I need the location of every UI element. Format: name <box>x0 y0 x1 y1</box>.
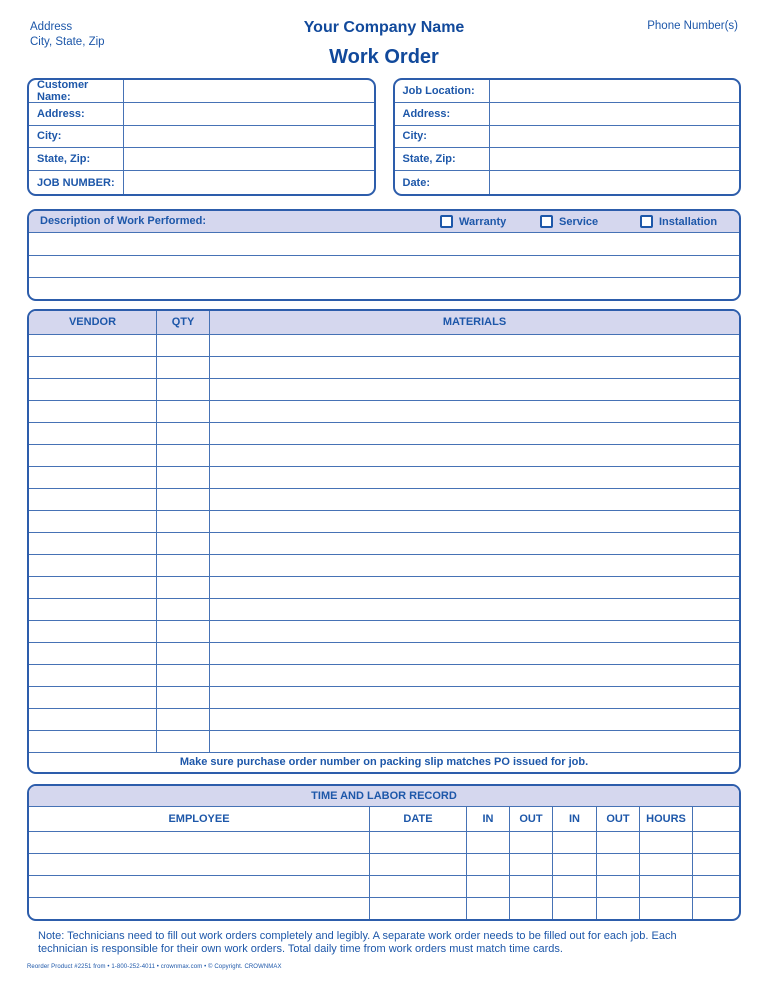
customer-address-row <box>29 103 374 126</box>
materials-cell[interactable] <box>210 401 739 422</box>
customer-info-box <box>27 78 376 196</box>
date-cell[interactable] <box>370 898 467 919</box>
out2-cell[interactable] <box>597 898 640 919</box>
materials-cell[interactable] <box>210 379 739 400</box>
warranty-label: Warranty <box>459 215 507 228</box>
out2-cell[interactable] <box>597 832 640 853</box>
in2-cell[interactable] <box>553 898 597 919</box>
out2-cell[interactable] <box>597 876 640 897</box>
qty-cell[interactable] <box>157 335 210 356</box>
customer-city-label: City: <box>29 126 124 148</box>
in1-cell[interactable] <box>467 898 510 919</box>
job-number-field[interactable] <box>124 171 374 194</box>
customer-address-label: Address: <box>29 103 124 125</box>
blank-cell[interactable] <box>693 898 739 919</box>
materials-table-row <box>29 334 739 356</box>
materials-table-row <box>29 400 739 422</box>
qty-cell[interactable] <box>157 731 210 752</box>
materials-table-row <box>29 356 739 378</box>
service-checkbox-group <box>540 211 598 233</box>
warranty-checkbox[interactable] <box>440 215 453 228</box>
materials-table-row <box>29 576 739 598</box>
blank-column-header <box>693 807 739 831</box>
in1-cell[interactable] <box>467 854 510 875</box>
blank-cell[interactable] <box>693 876 739 897</box>
vendor-cell[interactable] <box>29 599 157 620</box>
job-address-row <box>395 103 740 126</box>
description-lines <box>29 233 739 299</box>
in2-cell[interactable] <box>553 832 597 853</box>
materials-column-header: MATERIALS <box>442 316 507 329</box>
company-name: Your Company Name <box>303 19 465 36</box>
job-number-label: JOB NUMBER: <box>29 171 124 194</box>
job-address-field[interactable] <box>490 103 740 125</box>
vendor-cell[interactable] <box>29 687 157 708</box>
vendor-cell[interactable] <box>29 555 157 576</box>
employee-cell[interactable] <box>29 832 370 853</box>
out2-column-header: OUT <box>597 807 640 831</box>
time-labor-table <box>27 784 741 921</box>
customer-city-row <box>29 126 374 149</box>
materials-table-row <box>29 598 739 620</box>
vendor-cell[interactable] <box>29 643 157 664</box>
out1-cell[interactable] <box>510 832 553 853</box>
materials-table-row <box>29 532 739 554</box>
hours-cell[interactable] <box>640 898 693 919</box>
qty-cell[interactable] <box>157 401 210 422</box>
blank-cell[interactable] <box>693 832 739 853</box>
vendor-cell[interactable] <box>29 489 157 510</box>
job-city-label: City: <box>395 126 490 148</box>
qty-cell[interactable] <box>157 687 210 708</box>
customer-address-field[interactable] <box>124 103 374 125</box>
job-address-label: Address: <box>395 103 490 125</box>
materials-cell[interactable] <box>210 335 739 356</box>
qty-cell[interactable] <box>157 555 210 576</box>
materials-cell[interactable] <box>210 621 739 642</box>
in1-column-header: IN <box>467 807 510 831</box>
materials-cell[interactable] <box>210 445 739 466</box>
in2-cell[interactable] <box>553 854 597 875</box>
vendor-cell[interactable] <box>29 401 157 422</box>
description-label: Description of Work Performed: <box>40 215 207 228</box>
company-address-line2: City, State, Zip <box>30 36 105 48</box>
qty-cell[interactable] <box>157 621 210 642</box>
out1-column-header: OUT <box>510 807 553 831</box>
materials-cell[interactable] <box>210 533 739 554</box>
qty-cell[interactable] <box>157 379 210 400</box>
in2-cell[interactable] <box>553 876 597 897</box>
vendor-cell[interactable] <box>29 577 157 598</box>
vendor-cell[interactable] <box>29 445 157 466</box>
customer-state-zip-row <box>29 148 374 171</box>
vendor-cell[interactable] <box>29 423 157 444</box>
qty-cell[interactable] <box>157 577 210 598</box>
time-labor-row <box>29 875 739 897</box>
customer-name-label: Customer Name: <box>29 80 124 102</box>
service-label: Service <box>559 215 599 228</box>
materials-table-row <box>29 642 739 664</box>
materials-table-row <box>29 708 739 730</box>
materials-cell[interactable] <box>210 599 739 620</box>
time-labor-header-row <box>29 807 739 831</box>
materials-table-row <box>29 510 739 532</box>
description-blank-line[interactable] <box>29 277 739 299</box>
vendor-cell[interactable] <box>29 709 157 730</box>
employee-cell[interactable] <box>29 898 370 919</box>
description-header <box>29 211 739 233</box>
hours-column-header: HOURS <box>640 807 693 831</box>
qty-cell[interactable] <box>157 665 210 686</box>
vendor-cell[interactable] <box>29 467 157 488</box>
qty-cell[interactable] <box>157 489 210 510</box>
date-label: Date: <box>395 171 490 194</box>
installation-checkbox[interactable] <box>640 215 653 228</box>
service-checkbox[interactable] <box>540 215 553 228</box>
out1-cell[interactable] <box>510 898 553 919</box>
vendor-cell[interactable] <box>29 533 157 554</box>
info-boxes-row <box>27 78 741 196</box>
job-info-box <box>393 78 742 196</box>
date-cell[interactable] <box>370 854 467 875</box>
time-labor-title: TIME AND LABOR RECORD <box>29 786 739 807</box>
employee-cell[interactable] <box>29 854 370 875</box>
vendor-cell[interactable] <box>29 335 157 356</box>
installation-label: Installation <box>659 215 718 228</box>
employee-cell[interactable] <box>29 876 370 897</box>
materials-table-row <box>29 422 739 444</box>
qty-cell[interactable] <box>157 643 210 664</box>
hours-cell[interactable] <box>640 832 693 853</box>
date-row <box>395 171 740 194</box>
materials-header-row <box>29 311 739 334</box>
header-center <box>0 0 768 69</box>
warranty-checkbox-group <box>440 211 506 233</box>
qty-column-header: QTY <box>157 311 210 334</box>
vendor-cell[interactable] <box>29 357 157 378</box>
time-labor-row <box>29 897 739 919</box>
employee-column-header: EMPLOYEE <box>29 807 370 831</box>
out1-cell[interactable] <box>510 854 553 875</box>
in2-column-header: IN <box>553 807 597 831</box>
customer-name-field[interactable] <box>124 80 374 102</box>
customer-name-row <box>29 80 374 103</box>
blank-cell[interactable] <box>693 854 739 875</box>
form-header <box>0 0 768 78</box>
vendor-cell[interactable] <box>29 511 157 532</box>
job-state-zip-label: State, Zip: <box>395 148 490 170</box>
job-city-row <box>395 126 740 149</box>
materials-cell[interactable] <box>210 731 739 752</box>
materials-table-row <box>29 664 739 686</box>
materials-rows <box>29 334 739 752</box>
hours-cell[interactable] <box>640 876 693 897</box>
job-state-zip-field[interactable] <box>490 148 740 170</box>
materials-cell[interactable] <box>210 577 739 598</box>
description-blank-line[interactable] <box>29 233 739 255</box>
job-state-zip-row <box>395 148 740 171</box>
materials-table <box>27 309 741 774</box>
materials-cell[interactable] <box>210 643 739 664</box>
job-number-row <box>29 171 374 194</box>
date-field[interactable] <box>490 171 740 194</box>
page-title: Work Order <box>329 46 439 68</box>
out2-cell[interactable] <box>597 854 640 875</box>
job-city-field[interactable] <box>490 126 740 148</box>
customer-state-zip-field[interactable] <box>124 148 374 170</box>
qty-cell[interactable] <box>157 599 210 620</box>
job-location-field[interactable] <box>490 80 740 102</box>
materials-cell[interactable] <box>210 511 739 532</box>
materials-table-row <box>29 686 739 708</box>
job-location-row <box>395 80 740 103</box>
installation-checkbox-group <box>640 211 717 233</box>
technician-note: Note: Technicians need to fill out work orders completely and legibly. A separate work order needs to be filled out for each job. Each technician is responsible for their own work orders. Total daily time from work orders must match time cards. <box>38 929 677 956</box>
date-cell[interactable] <box>370 832 467 853</box>
vendor-cell[interactable] <box>29 665 157 686</box>
description-section <box>27 209 741 301</box>
time-labor-rows <box>29 831 739 919</box>
in1-cell[interactable] <box>467 876 510 897</box>
customer-state-zip-label: State, Zip: <box>29 148 124 170</box>
vendor-cell[interactable] <box>29 621 157 642</box>
time-labor-row <box>29 853 739 875</box>
reorder-footer: Reorder Product #2251 from • 1-800-252-4011 • crownmax.com • © Copyright. CROWNMAX <box>27 963 282 970</box>
materials-table-row <box>29 620 739 642</box>
materials-table-row <box>29 466 739 488</box>
hours-cell[interactable] <box>640 854 693 875</box>
vendor-column-header: VENDOR <box>29 311 157 334</box>
materials-cell[interactable] <box>210 709 739 730</box>
qty-cell[interactable] <box>157 511 210 532</box>
qty-cell[interactable] <box>157 467 210 488</box>
time-labor-row <box>29 831 739 853</box>
date-cell[interactable] <box>370 876 467 897</box>
description-blank-line[interactable] <box>29 255 739 277</box>
materials-cell[interactable] <box>210 489 739 510</box>
vendor-cell[interactable] <box>29 731 157 752</box>
vendor-cell[interactable] <box>29 379 157 400</box>
po-match-note: Make sure purchase order number on packing slip matches PO issued for job. <box>29 752 739 772</box>
materials-cell[interactable] <box>210 357 739 378</box>
materials-table-row <box>29 488 739 510</box>
qty-cell[interactable] <box>157 445 210 466</box>
materials-table-row <box>29 554 739 576</box>
out1-cell[interactable] <box>510 876 553 897</box>
materials-cell[interactable] <box>210 687 739 708</box>
qty-cell[interactable] <box>157 423 210 444</box>
date-column-header: DATE <box>370 807 467 831</box>
customer-city-field[interactable] <box>124 126 374 148</box>
materials-cell[interactable] <box>210 423 739 444</box>
phone-numbers-label: Phone Number(s) <box>647 20 738 32</box>
job-location-label: Job Location: <box>395 80 490 102</box>
company-address-line1: Address <box>30 21 73 33</box>
qty-cell[interactable] <box>157 709 210 730</box>
materials-table-row <box>29 378 739 400</box>
materials-cell[interactable] <box>210 467 739 488</box>
qty-cell[interactable] <box>157 357 210 378</box>
materials-table-row <box>29 730 739 752</box>
materials-cell[interactable] <box>210 555 739 576</box>
materials-table-row <box>29 444 739 466</box>
materials-cell[interactable] <box>210 665 739 686</box>
in1-cell[interactable] <box>467 832 510 853</box>
qty-cell[interactable] <box>157 533 210 554</box>
company-address-block <box>30 20 105 50</box>
